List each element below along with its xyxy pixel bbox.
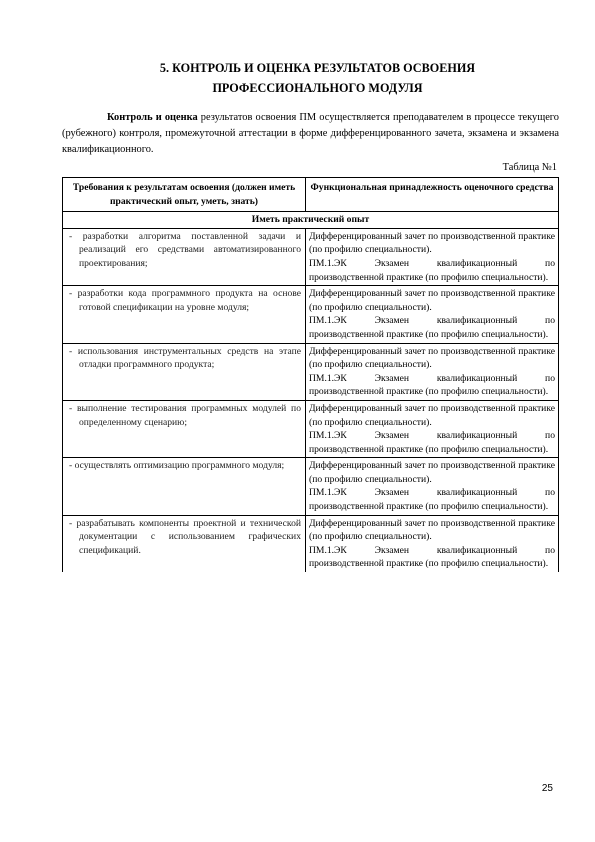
zachet-text: Дифференцированный зачет по производственной практике (по профилю специальности). — [309, 460, 555, 485]
requirement-cell — [63, 400, 306, 457]
zachet-text: Дифференцированный зачет по производственной практике (по профилю специальности). — [309, 230, 555, 256]
table-row — [63, 343, 559, 400]
requirement-text: - выполнение тестирования программных модулей по определенному сценарию; — [69, 402, 301, 428]
page-title — [60, 58, 575, 98]
table-row — [63, 286, 559, 343]
table-row — [63, 515, 559, 572]
section-experience: Иметь практический опыт — [63, 212, 559, 229]
title-line-1: 5. КОНТРОЛЬ И ОЦЕНКА РЕЗУЛЬТАТОВ ОСВОЕНИЯ — [159, 61, 476, 75]
requirement-text: - разрабатывать компоненты проектной и технической документации с использованием графических спецификаций. — [69, 517, 301, 556]
exam-text: ПМ.1.ЭК Экзамен квалификационный по производственной практике (по профилю специальности). — [309, 372, 555, 398]
function-cell — [306, 286, 559, 343]
requirement-cell — [63, 286, 306, 343]
requirement-cell — [63, 343, 306, 400]
requirement-cell — [63, 228, 306, 285]
intro-paragraph — [62, 110, 559, 158]
requirement-text: - осуществлять оптимизацию программного модуля; — [69, 460, 285, 472]
intro-text: результатов освоения ПМ осуществляется преподавателем в процессе текущего (рубежного) контроля, промежуточной аттестации в форме дифференцированного зачета, экзамена и экзамена квалификационного. — [62, 112, 560, 155]
header-function: Функциональная принадлежность оценочного средства — [306, 178, 559, 212]
table-body — [63, 228, 559, 572]
zachet-text: Дифференцированный зачет по производственной практике (по профилю специальности). — [309, 288, 555, 313]
function-cell — [306, 343, 559, 400]
exam-text: ПМ.1.ЭК Экзамен квалификационный по производственной практике (по профилю специальности). — [309, 315, 555, 340]
section-row — [63, 212, 559, 229]
table-row — [63, 228, 559, 285]
table-number: Таблица №1 — [502, 162, 557, 173]
table-row — [63, 458, 559, 515]
requirement-text: - разработки алгоритма поставленной задачи и реализаций его средствами автоматизированного проектирования; — [69, 230, 301, 269]
assessment-table — [62, 177, 559, 572]
zachet-text: Дифференцированный зачет по производственной практике (по профилю специальности). — [309, 402, 555, 428]
exam-text: ПМ.1.ЭК Экзамен квалификационный по производственной практике (по профилю специальности). — [309, 544, 555, 570]
function-cell — [306, 458, 559, 515]
table-row — [63, 400, 559, 457]
function-cell — [306, 400, 559, 457]
requirement-text: - разработки кода программного продукта на основе готовой спецификации на уровне модуля; — [69, 288, 301, 313]
exam-text: ПМ.1.ЭК Экзамен квалификационный по производственной практике (по профилю специальности). — [309, 487, 555, 513]
requirement-cell — [63, 458, 306, 515]
exam-text: ПМ.1.ЭК Экзамен квалификационный по производственной практике (по профилю специальности). — [309, 257, 555, 283]
page-number: 25 — [541, 783, 553, 794]
requirement-cell — [63, 515, 306, 572]
function-cell — [306, 515, 559, 572]
requirement-text: - использования инструментальных средств на этапе отладки программного продукта; — [69, 345, 301, 371]
intro-bold: Контроль и оценка — [107, 112, 198, 123]
table-header-row — [63, 178, 559, 212]
zachet-text: Дифференцированный зачет по производственной практике (по профилю специальности). — [309, 517, 555, 543]
header-requirements: Требования к результатам освоения (должен иметь практический опыт, уметь, знать) — [63, 178, 306, 212]
title-line-2: ПРОФЕССИОНАЛЬНОГО МОДУЛЯ — [212, 81, 423, 95]
zachet-text: Дифференцированный зачет по производственной практике (по профилю специальности). — [309, 345, 555, 371]
function-cell — [306, 228, 559, 285]
exam-text: ПМ.1.ЭК Экзамен квалификационный по производственной практике (по профилю специальности). — [309, 430, 555, 455]
